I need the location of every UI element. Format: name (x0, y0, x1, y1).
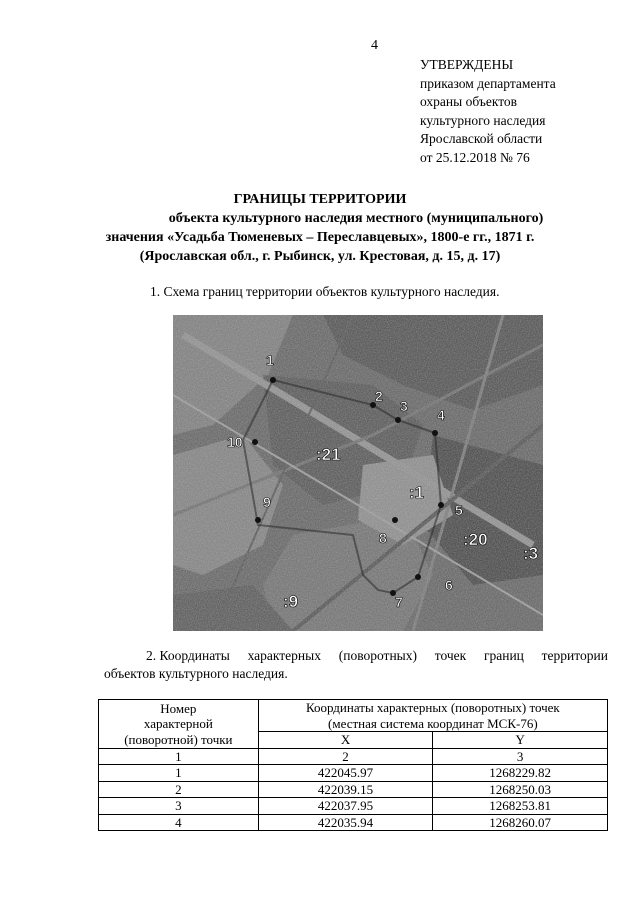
cell-x: 422035.94 (258, 814, 433, 831)
map-point-label: 3 (400, 398, 408, 414)
approval-line: культурного наследия (420, 112, 546, 128)
heading-word: точек (434, 648, 467, 663)
section-2-heading (104, 647, 608, 683)
map-point-label: 7 (395, 594, 403, 610)
map-parcel-label: :21 (316, 445, 341, 464)
boundary-point-marker (255, 517, 261, 523)
heading-word: характерных (247, 648, 321, 663)
table-row (99, 814, 608, 831)
map-parcel-label: :9 (283, 592, 299, 611)
header-line: (местная система координат МСК-76) (328, 715, 538, 731)
cell-point: 3 (99, 798, 259, 815)
cell-y: 1268253.81 (433, 798, 608, 815)
cell-y: 1268229.82 (433, 765, 608, 782)
column-number: 3 (433, 748, 608, 765)
map-point-label: 10 (227, 434, 243, 450)
header-line: характерной (143, 716, 213, 731)
map-parcel-label: :20 (463, 530, 488, 549)
approval-line: от 25.12.2018 № 76 (420, 149, 530, 165)
cell-y: 1268260.07 (433, 814, 608, 831)
cell-point: 2 (99, 781, 259, 798)
table-row (99, 798, 608, 815)
title-line: ГРАНИЦЫ ТЕРРИТОРИИ (233, 192, 407, 207)
section-1-heading: 1. Схема границ территории объектов культурного наследия. (150, 284, 500, 299)
boundary-point-marker (395, 417, 401, 423)
heading-line: объектов культурного наследия. (104, 666, 288, 681)
table-header-row (99, 700, 608, 732)
header-line: Номер (160, 700, 197, 716)
header-y: Y (433, 732, 608, 749)
map-point-label: 4 (437, 407, 445, 423)
map-point-label: 8 (379, 530, 387, 546)
header-x: X (258, 732, 433, 749)
boundary-point-marker (415, 574, 421, 580)
column-number: 1 (99, 748, 259, 765)
map-point-label: 9 (263, 494, 271, 510)
title-line: (Ярославская обл., г. Рыбинск, ул. Крестовая, д. 15, д. 17) (139, 249, 501, 264)
header-point-number (99, 700, 259, 749)
header-line: Координаты характерных (поворотных) точек (305, 700, 560, 715)
cell-y: 1268250.03 (433, 781, 608, 798)
map-point-label: 6 (445, 577, 453, 593)
page-number: 4 (371, 38, 378, 53)
heading-word: (поворотных) (338, 648, 417, 663)
document-title (0, 190, 640, 266)
approval-line: охраны объектов (420, 94, 518, 110)
header-line: (поворотной) точки (124, 731, 233, 747)
approval-line: Ярославской области (420, 131, 543, 147)
cell-x: 422037.95 (258, 798, 433, 815)
aerial-boundary-map (173, 315, 543, 631)
boundary-point-marker (432, 430, 438, 436)
table-numbering-row (99, 748, 608, 765)
map-point-label: 2 (375, 388, 383, 404)
heading-word: 2. Координаты (146, 648, 230, 663)
title-line: объекта культурного наследия местного (муниципального) (168, 211, 544, 226)
cell-x: 422039.15 (258, 781, 433, 798)
heading-word: границ (483, 648, 524, 663)
table-row (99, 781, 608, 798)
boundary-point-marker (392, 517, 398, 523)
map-parcel-label: :1 (409, 483, 425, 502)
column-number: 2 (258, 748, 433, 765)
heading-word: территории (541, 648, 608, 663)
boundary-point-marker (270, 377, 276, 383)
table-row (99, 765, 608, 782)
map-parcel-label: :3 (523, 544, 539, 563)
map-point-label: 5 (455, 502, 463, 518)
approval-line: УТВЕРЖДЕНЫ (420, 57, 514, 72)
map-point-label: 1 (266, 352, 274, 368)
cell-x: 422045.97 (258, 765, 433, 782)
title-line: значения «Усадьба Тюменевых – Переславцевых», 1800-е гг., 1871 г. (105, 230, 535, 245)
approval-stamp (420, 56, 556, 168)
cell-point: 1 (99, 765, 259, 782)
boundary-point-marker (438, 502, 444, 508)
approval-line: приказом департамента (420, 75, 556, 91)
header-coordinates (258, 700, 607, 732)
cell-point: 4 (99, 814, 259, 831)
coordinates-table (98, 699, 608, 831)
boundary-point-marker (252, 439, 258, 445)
